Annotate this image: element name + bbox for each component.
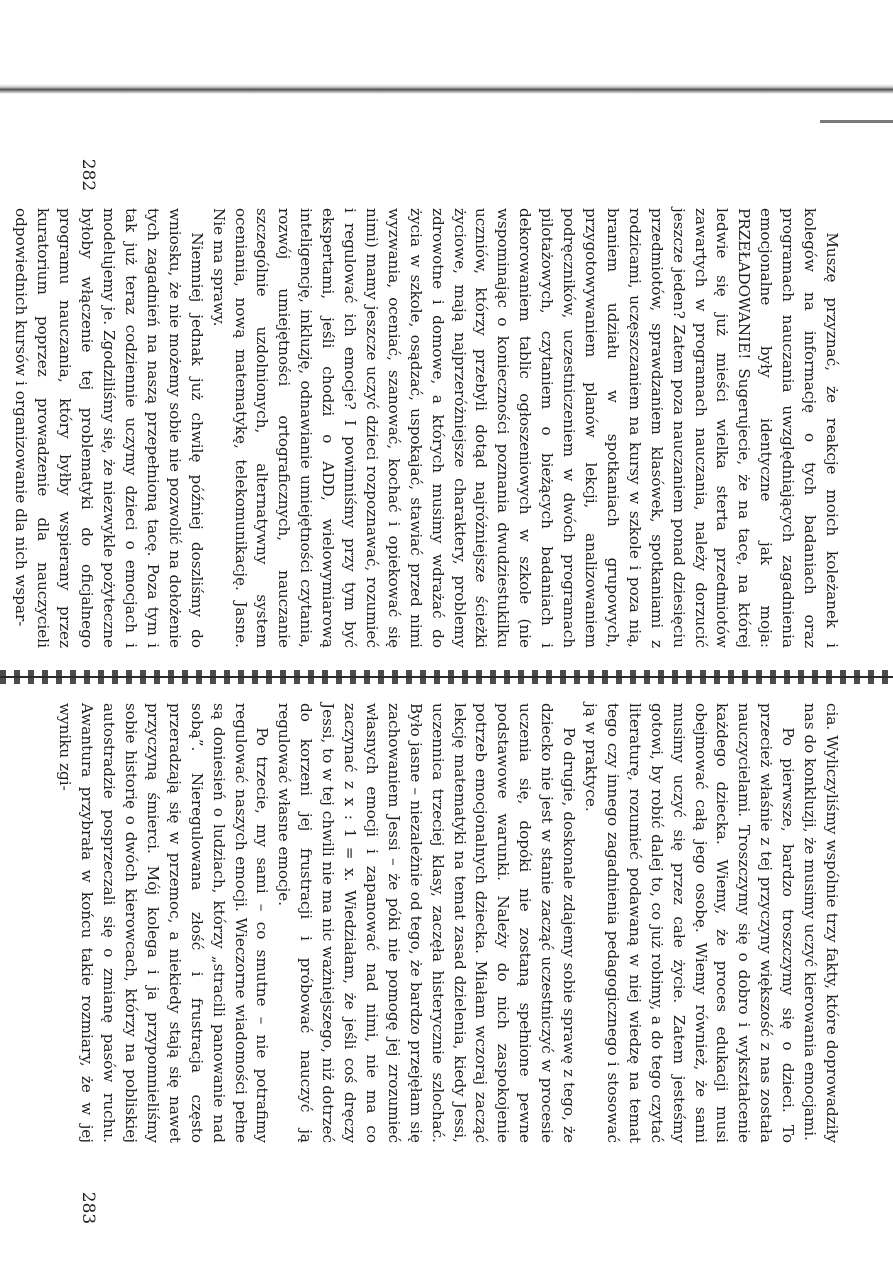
right-paragraph-4: Po trzecie, my sami – co smutne – nie potrafimy regulować naszych emocji. Wieczorne wiadomości pełne są doniesień o ludziach, którzy „stracili panowanie nad sobą”. Nieregulowana złość i frustracja często przeradzają się w przemoc, a niekiedy stają się nawet przyczyną śmierci. Mój kolega i ja przypomnieliśmy sobie historię o dwóch kierowcach, którzy na pobliskiej autostradzie posprzeczali się o zmianę pasów ruchu. Awantura przybrała w końcu takie rozmiary, że w jej wyniku zgi- bbox=[56, 703, 272, 1143]
right-paragraph-3: Po drugie, doskonale zdajemy sobie sprawę z tego, że dziecko nie jest w stanie zacząć uczestniczyć w procesie uczenia się, dopóki nie zostaną spełnione pewne podstawowe warunki. Należy do nich zaspokojenie potrzeb emocjonalnych dziecka. Miałam wczoraj zacząć lekcję matematyki na temat zasad dzielenia, kiedy Jessi, uczennica trzeciej klasy, zaczęła histerycznie szlochać. Było jasne – niezależnie od tego, że bardzo przejęłam się zachowaniem Jessi – że póki nie pomogę jej zrozumieć własnych emocji i zapanować nad nimi, nie ma co zaczynać z x : 1 = x. Wiedziałam, że jeśli coś dręczy Jessi, to w tej chwili nie ma nic ważniejszego, niż dotrzeć do korzeni jej frustracji i próbować nauczyć ją regulować własne emocje. bbox=[275, 703, 579, 1143]
right-paragraph-2: Po pierwsze, bardzo troszczymy się o dzieci. To przecież właśnie z tej przyczyny większość z nas została nauczycielami. Troszczymy się o dobro i wykształcenie każdego dziecka. Wiemy, że proces edukacji musi obejmować całą jego osobę. Wiemy również, że sami musimy uczyć się przez całe życie. Zatem jesteśmy gotowi, by robić dalej to, co już robimy, a do tego czytać literaturę, rozumieć podawaną w niej wiedzę na temat tego czy innego zagadnienia pedagogicznego i stosować ją w praktyce. bbox=[582, 703, 798, 1143]
left-paragraph-1: Muszę przyznać, że reakcje moich koleżanek i kolegów na informację o tych badaniach oraz programach nauczania uwzględniających zagadnienia emocjonalne były identyczne jak moja: PRZEŁADOWANIE! Sugerujecie, że na tacę, na której ledwie się już mieści wielka sterta przedmiotów zawartych w programach nauczania, należy dorzucić jeszcze jeden? Zatem poza nauczaniem ponad dziesięciu przedmiotów, sprawdzaniem klasówek, spotkaniami z rodzicami, uczęszczaniem na kursy w szkole i poza nią, braniem udziału w spotkaniach grupowych, przygotowywaniem planów lekcji, analizowaniem podręczników, uczestniczeniem w dwóch programach pilotażowych, czytaniem o bieżących badaniach i dekorowaniem tablic ogłoszeniowych w szkole (nie wspominając o konieczności poznania dwudziestukilku uczniów, którzy przebyli dotąd najróżniejsze ścieżki życiowe, mają najprzeróżniejsze charaktery, problemy zdrowotne i domowe, a których musimy wdrażać do życia w szkole, osądzać, uspokajać, stawiać przed nimi wyzwania, oceniać, szanować, kochać i opiekować się nimi) mamy jeszcze uczyć dzieci rozpoznawać, rozumieć i regulować ich emocje? I powinniśmy przy tym być ekspertami, jeśli chodzi o ADD, wielowymiarową inteligencję, inkluzję, odnawianie umiejętności czytania, rozwój umiejętności ortograficznych, nauczanie szczególnie uzdolnionych, alternatywny system oceniania, nową matematykę, telekomunikację. Jasne. Nie ma sprawy. bbox=[209, 208, 841, 648]
scan-edge-mark bbox=[820, 120, 893, 123]
left-page-text bbox=[12, 208, 842, 648]
right-page-text bbox=[56, 703, 842, 1143]
left-page-number: 282 bbox=[78, 158, 99, 192]
book-gutter-line bbox=[0, 676, 893, 678]
right-paragraph-1: cia. Wyliczyliśmy wspólnie trzy fakty, które doprowadziły nas do konkluzji, że musimy uczyć kierowania emocjami. bbox=[801, 703, 841, 1143]
scan-edge-shadow bbox=[0, 84, 893, 94]
left-paragraph-2: Niemniej jednak już chwilę później doszliśmy do wniosku, że nie możemy sobie nie pozwolić na dołożenie tych zagadnień na naszą przepełnioną tacę. Poza tym i tak już teraz codziennie uczymy dzieci o emocjach i modelujemy je. Zgodziliśmy się, że niezwykle pożyteczne byłoby włączenie tej problematyki do oficjalnego programu nauczania, który byłby wspierany przez kuratorium poprzez prowadzenie dla nauczycieli odpowiednich kursów i organizowanie dla nich wspar- bbox=[12, 208, 206, 648]
right-page-number: 283 bbox=[78, 1191, 99, 1225]
